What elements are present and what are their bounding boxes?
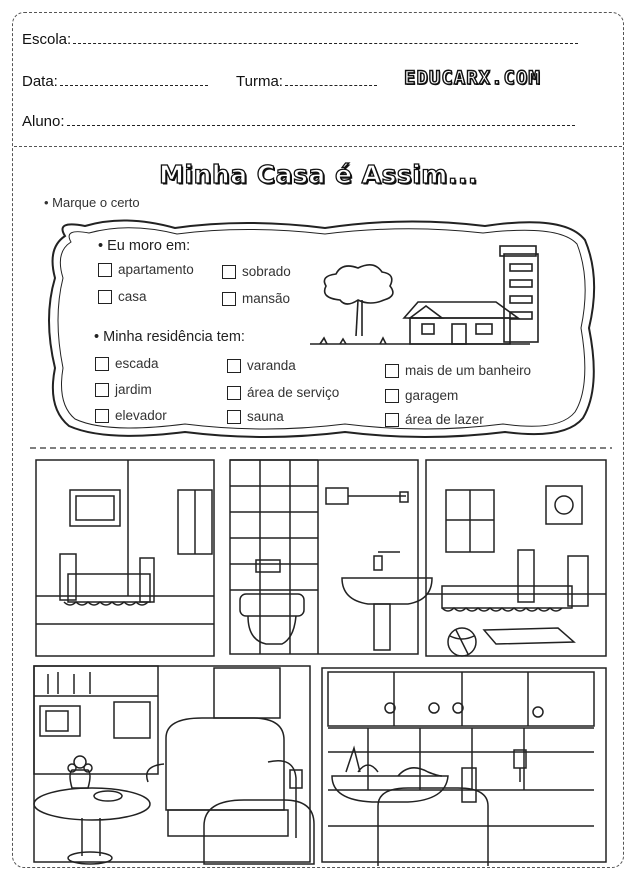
date-label: Data: xyxy=(22,73,58,90)
option-area-de-servico[interactable] xyxy=(227,385,339,400)
header-divider xyxy=(14,146,622,147)
student-label: Aluno: xyxy=(22,113,65,130)
option-mansao[interactable] xyxy=(222,291,290,306)
house-illustration xyxy=(300,240,540,350)
checkbox[interactable] xyxy=(95,409,109,423)
option-escada[interactable] xyxy=(95,356,159,371)
class-label: Turma: xyxy=(236,73,283,90)
option-label: jardim xyxy=(115,382,152,397)
option-label: mansão xyxy=(242,291,291,306)
checkbox[interactable] xyxy=(95,383,109,397)
option-label: elevador xyxy=(115,408,167,423)
option-elevador[interactable] xyxy=(95,408,167,423)
checkbox[interactable] xyxy=(385,389,399,403)
option-label: área de lazer xyxy=(405,412,484,427)
bullet-icon: • xyxy=(44,195,53,210)
option-label: garagem xyxy=(405,388,459,403)
class-line[interactable] xyxy=(285,85,377,86)
bullet-icon: • xyxy=(98,238,108,254)
option-label: escada xyxy=(115,356,159,371)
section2-label-text: Minha residência tem: xyxy=(103,329,245,345)
option-label: mais de um banheiro xyxy=(405,363,532,378)
checkbox[interactable] xyxy=(385,413,399,427)
checkbox[interactable] xyxy=(227,410,241,424)
option-mais-de-um-banheiro[interactable] xyxy=(385,363,531,378)
option-label: casa xyxy=(118,289,147,304)
option-label: sobrado xyxy=(242,264,291,279)
option-area-de-lazer[interactable] xyxy=(385,412,484,427)
option-label: varanda xyxy=(247,358,296,373)
checkbox[interactable] xyxy=(222,292,236,306)
student-line[interactable] xyxy=(67,125,575,126)
option-garagem[interactable] xyxy=(385,388,458,403)
page-title: Minha Casa é Assim... xyxy=(159,160,478,189)
option-sobrado[interactable] xyxy=(222,264,291,279)
option-varanda[interactable] xyxy=(227,358,296,373)
date-field[interactable] xyxy=(22,73,208,90)
student-field[interactable] xyxy=(22,113,575,130)
class-field[interactable] xyxy=(236,73,377,90)
section2-label xyxy=(94,329,245,345)
checkbox[interactable] xyxy=(227,359,241,373)
school-line[interactable] xyxy=(73,43,578,44)
school-field[interactable] xyxy=(22,31,578,48)
option-label: apartamento xyxy=(118,262,194,277)
bullet-icon: • xyxy=(94,329,104,345)
option-sauna[interactable] xyxy=(227,409,284,424)
checkbox[interactable] xyxy=(227,386,241,400)
option-apartamento[interactable] xyxy=(98,262,194,277)
option-casa[interactable] xyxy=(98,289,147,304)
section1-label-text: Eu moro em: xyxy=(107,238,191,254)
school-label: Escola: xyxy=(22,31,72,48)
date-line[interactable] xyxy=(60,85,208,86)
brand-logo: EDUCARX.COM xyxy=(404,67,541,89)
checkbox[interactable] xyxy=(385,364,399,378)
option-label: área de serviço xyxy=(247,385,340,400)
checkbox[interactable] xyxy=(95,357,109,371)
checkbox[interactable] xyxy=(98,263,112,277)
checkbox[interactable] xyxy=(98,290,112,304)
instruction xyxy=(44,195,140,210)
option-jardim[interactable] xyxy=(95,382,152,397)
section1-label xyxy=(98,238,190,254)
instruction-text: Marque o certo xyxy=(52,195,140,210)
rooms-illustration xyxy=(28,446,614,866)
option-label: sauna xyxy=(247,409,284,424)
checkbox[interactable] xyxy=(222,265,236,279)
